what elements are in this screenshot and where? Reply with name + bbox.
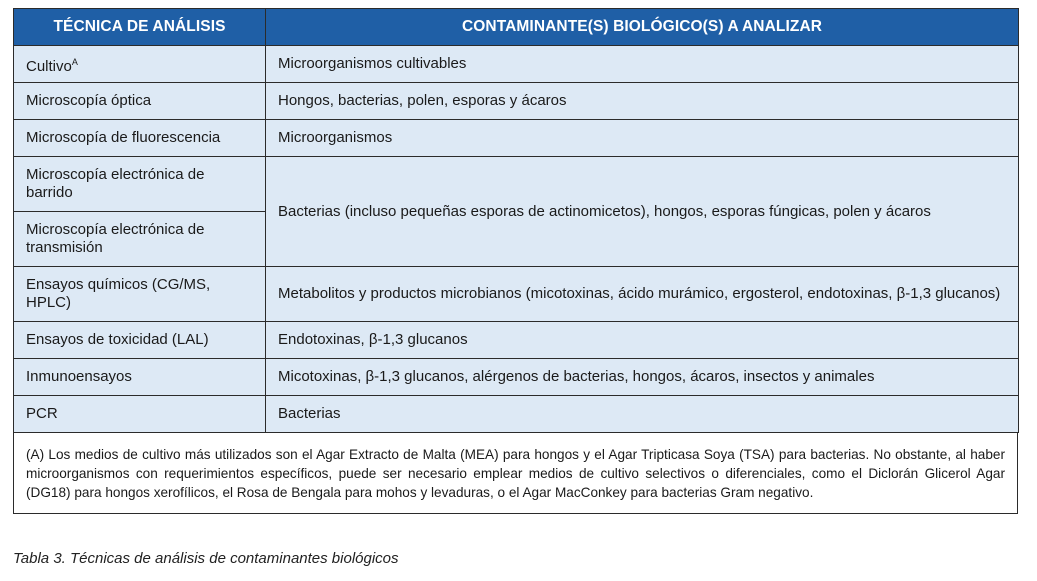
table-container xyxy=(13,8,1018,514)
technique-cell: Ensayos químicos (CG/MS, HPLC) xyxy=(14,267,266,322)
header-row xyxy=(14,9,1019,46)
table-footnote xyxy=(13,433,1018,514)
contaminant-cell: Bacterias xyxy=(266,396,1019,433)
technique-cell: Microscopía electrónica de transmisión xyxy=(14,212,266,267)
table-row xyxy=(14,46,1019,83)
header-technique: TÉCNICA DE ANÁLISIS xyxy=(14,9,266,46)
technique-text: Cultivo xyxy=(26,57,72,75)
table-row xyxy=(14,267,1019,322)
table-row xyxy=(14,322,1019,359)
table-row xyxy=(14,83,1019,120)
footnote-marker: (A) xyxy=(26,447,45,462)
footnote-text: Los medios de cultivo más utilizados son el Agar Extracto de Malta (MEA) para hongos y el Agar Tripticasa Soya (TSA) para bacterias. No obstante, al haber microorganismos con requerimientos específicos, puede ser necesario emplear medios de cultivo selectivos o diferenciales, como el Diclorán Glicerol Agar (DG18) para hongos xerofílicos, el Rosa de Bengala para mohos y levaduras, o el Agar MacConkey para bacterias Gram negativo. xyxy=(26,447,1005,500)
table-caption: Tabla 3. Técnicas de análisis de contaminantes biológicos xyxy=(13,550,399,567)
technique-cell: Microscopía óptica xyxy=(14,83,266,120)
contaminant-cell: Metabolitos y productos microbianos (micotoxinas, ácido murámico, ergosterol, endotoxinas, β-1,3 glucanos) xyxy=(266,267,1019,322)
contaminant-cell: Microorganismos cultivables xyxy=(266,46,1019,83)
contaminant-cell: Micotoxinas, β-1,3 glucanos, alérgenos de bacterias, hongos, ácaros, insectos y animales xyxy=(266,359,1019,396)
table-row xyxy=(14,120,1019,157)
header-contaminant: CONTAMINANTE(S) BIOLÓGICO(S) A ANALIZAR xyxy=(266,9,1019,46)
technique-cell: Ensayos de toxicidad (LAL) xyxy=(14,322,266,359)
contaminant-cell: Hongos, bacterias, polen, esporas y ácaros xyxy=(266,83,1019,120)
footnote-ref: A xyxy=(71,56,78,67)
contaminant-cell: Microorganismos xyxy=(266,120,1019,157)
technique-cell: PCR xyxy=(14,396,266,433)
technique-cell xyxy=(14,46,266,83)
table-row xyxy=(14,396,1019,433)
table-row xyxy=(14,157,1019,212)
contaminant-cell: Endotoxinas, β-1,3 glucanos xyxy=(266,322,1019,359)
analysis-table xyxy=(13,8,1019,433)
technique-cell: Inmunoensayos xyxy=(14,359,266,396)
technique-cell: Microscopía de fluorescencia xyxy=(14,120,266,157)
table-row xyxy=(14,359,1019,396)
contaminant-cell-merged: Bacterias (incluso pequeñas esporas de actinomicetos), hongos, esporas fúngicas, polen y ácaros xyxy=(266,157,1019,267)
technique-cell: Microscopía electrónica de barrido xyxy=(14,157,266,212)
